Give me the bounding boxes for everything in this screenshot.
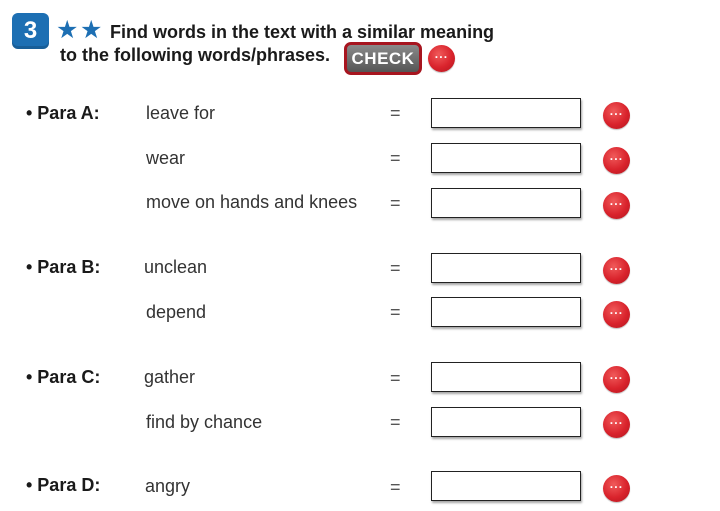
hint-button[interactable]: ··· [603, 475, 630, 502]
para-c-label: • Para C: [26, 367, 101, 387]
para-a-label: • Para A: [26, 103, 100, 123]
para-d-label: • Para D: [26, 475, 101, 495]
hint-button[interactable]: ··· [603, 192, 630, 219]
equals-sign: = [390, 302, 401, 322]
hint-button[interactable]: ··· [603, 411, 630, 438]
answer-input-leave-for[interactable] [431, 98, 581, 128]
hint-button[interactable]: ··· [603, 147, 630, 174]
answer-input-angry[interactable] [431, 471, 581, 501]
word-leave-for: leave for [146, 103, 216, 123]
equals-sign: = [390, 412, 401, 432]
more-options-button[interactable]: ··· [428, 45, 455, 72]
equals-sign: = [390, 103, 401, 123]
word-depend: depend [146, 302, 207, 322]
word-move-on-hands-and-knees: move on hands and knees [146, 192, 358, 212]
equals-sign: = [390, 368, 401, 388]
hint-button[interactable]: ··· [603, 257, 630, 284]
equals-sign: = [390, 477, 401, 497]
check-button[interactable]: CHECK [344, 42, 422, 75]
answer-input-unclean[interactable] [431, 253, 581, 283]
instruction-line-2: to the following words/phrases. [60, 45, 331, 65]
answer-input-move-on-hands-and-knees[interactable] [431, 188, 581, 218]
hint-button[interactable]: ··· [603, 102, 630, 129]
hint-button[interactable]: ··· [603, 366, 630, 393]
answer-input-depend[interactable] [431, 297, 581, 327]
word-find-by-chance: find by chance [146, 412, 263, 432]
word-angry: angry [145, 476, 191, 496]
word-wear: wear [146, 148, 186, 168]
star-icon: ★ [56, 16, 79, 44]
para-b-label: • Para B: [26, 257, 101, 277]
answer-input-wear[interactable] [431, 143, 581, 173]
word-unclean: unclean [144, 257, 208, 277]
exercise-number-badge: 3 [12, 13, 49, 49]
hint-button[interactable]: ··· [603, 301, 630, 328]
equals-sign: = [390, 258, 401, 278]
instruction-line-1: Find words in the text with a similar meaning [110, 22, 495, 42]
answer-input-find-by-chance[interactable] [431, 407, 581, 437]
star-icon: ★ [80, 16, 103, 44]
equals-sign: = [390, 148, 401, 168]
equals-sign: = [390, 193, 401, 213]
word-gather: gather [144, 367, 196, 387]
answer-input-gather[interactable] [431, 362, 581, 392]
